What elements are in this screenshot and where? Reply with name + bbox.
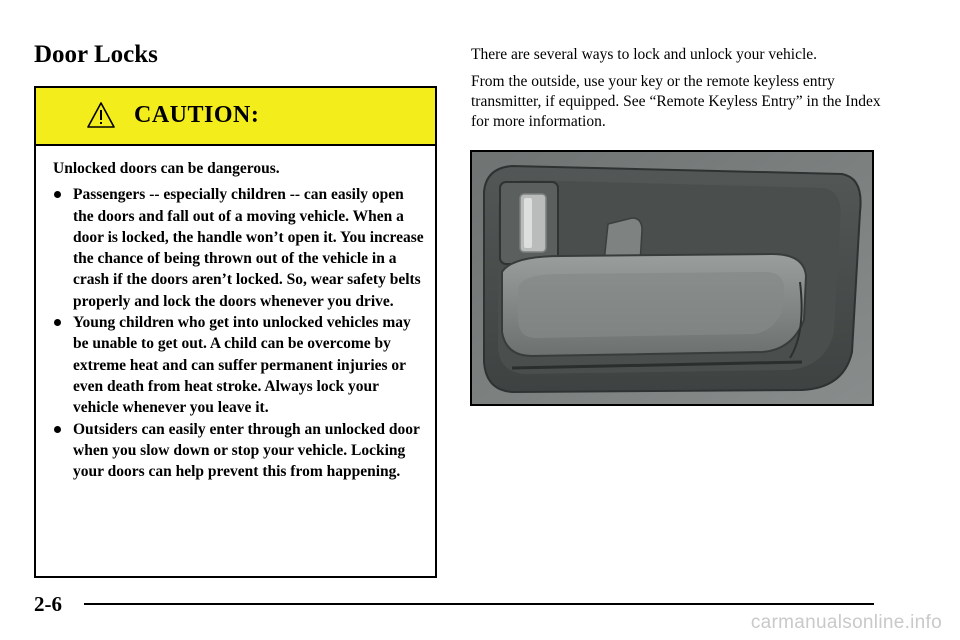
caution-bullet-list — [53, 184, 425, 482]
caution-label: CAUTION: — [134, 102, 260, 128]
bullet-icon — [54, 426, 61, 433]
footer-rule — [84, 603, 874, 605]
caution-box — [34, 86, 437, 578]
body-paragraph: From the outside, use your key or the remote keyless entry transmitter, if equipped. See “Remote Keyless Entry” in the Index for more information. — [471, 73, 881, 130]
caution-bullet — [53, 312, 425, 418]
caution-intro: Unlocked doors can be dangerous. — [53, 160, 280, 177]
caution-body — [36, 146, 435, 482]
bullet-icon — [54, 191, 61, 198]
caution-header — [36, 88, 435, 146]
watermark: carmanualsonline.info — [750, 612, 942, 633]
body-paragraph: There are several ways to lock and unlock your vehicle. — [471, 46, 818, 63]
page-title: Door Locks — [34, 41, 158, 68]
page-number: 2-6 — [34, 592, 62, 616]
bullet-icon — [54, 319, 61, 326]
caution-bullet-text: Young children who get into unlocked vehicles may be unable to get out. A child can be overcome by extreme heat and can suffer permanent injuries or even death from heat stroke. Always lock your vehicle whenever you leave it. — [73, 314, 411, 417]
warning-triangle-icon — [86, 101, 116, 129]
caution-bullet-text: Passengers -- especially children -- can easily open the doors and fall out of a moving vehicle. When a door is locked, the handle won’t open it. You increase the chance of being thrown out of the vehicle in a crash if the doors aren’t locked. So, wear safety belts properly and lock the doors whenever you drive. — [73, 186, 424, 310]
caution-bullet-text: Outsiders can easily enter through an unlocked door when you slow down or stop your vehicle. Locking your doors can help prevent this from happening. — [73, 420, 420, 481]
door-handle-illustration — [472, 152, 872, 404]
caution-bullet — [53, 419, 425, 483]
caution-bullet — [53, 184, 425, 312]
door-handle-photo — [470, 150, 874, 406]
